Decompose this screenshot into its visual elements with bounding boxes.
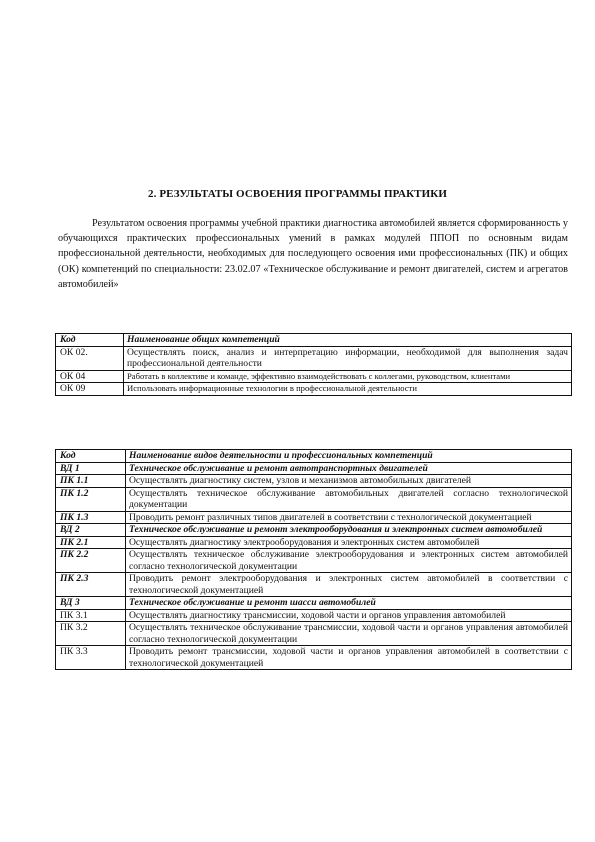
intro-paragraph: [58, 216, 568, 292]
table-row: [56, 370, 572, 383]
row-code: ПК 1.1: [56, 475, 126, 488]
row-text: Проводить ремонт электрооборудования и электронных систем автомобилей в соответствии с технологической документацией: [126, 573, 572, 597]
row-text: Осуществлять техническое обслуживание трансмиссии, ходовой части и органов управления автомобилей согласно технологической документации: [126, 622, 572, 646]
row-text: Техническое обслуживание и ремонт автотранспортных двигателей: [126, 462, 572, 475]
intro-paragraph-text: Результатом освоения программы учебной практики диагностика автомобилей является сформированность у обучающихся практических профессиональных умений в рамках модулей ППОП по основным видам профессиональной деятельности, необходимых для последующего освоения ими профессиональных (ПК) и общих (ОК) компетенций по специальности: 23.02.07 «Техническое обслуживание и ремонт двигателей, систем и агрегатов автомобилей»: [58, 218, 568, 290]
row-text: Осуществлять техническое обслуживание электрооборудования и электронных систем автомобилей согласно технологической документации: [126, 549, 572, 573]
row-text: Использовать информационные технологии в профессиональной деятельности: [124, 383, 572, 396]
row-code: ПК 2.2: [56, 549, 126, 573]
table-header-row: [56, 450, 572, 463]
row-text: Работать в коллективе и команде, эффективно взаимодействовать с коллегами, руководством, клиентами: [124, 370, 572, 383]
header-name: Наименование видов деятельности и профессиональных компетенций: [126, 450, 572, 463]
row-text: Проводить ремонт трансмиссии, ходовой части и органов управления автомобилей в соответствии с технологической документацией: [126, 646, 572, 670]
header-name: Наименование общих компетенций: [124, 334, 572, 347]
professional-competencies-table: [55, 449, 572, 670]
general-competencies-table: [55, 333, 572, 396]
table-row: [56, 346, 572, 370]
table-row: [56, 573, 572, 597]
row-text: Техническое обслуживание и ремонт шасси автомобилей: [126, 597, 572, 610]
row-code: ПК 1.2: [56, 487, 126, 511]
row-code: ПК 3.3: [56, 646, 126, 670]
row-code: ПК 2.3: [56, 573, 126, 597]
row-code: ОК 04: [56, 370, 124, 383]
row-code: ПК 1.3: [56, 511, 126, 524]
table-row: [56, 487, 572, 511]
row-code: ОК 09: [56, 383, 124, 396]
row-text: Осуществлять техническое обслуживание автомобильных двигателей согласно технологической документации: [126, 487, 572, 511]
row-code: ПК 3.2: [56, 622, 126, 646]
activity-row: [56, 462, 572, 475]
header-code: Код: [56, 450, 126, 463]
activity-row: [56, 524, 572, 537]
row-code: ПК 3.1: [56, 609, 126, 622]
row-text: Осуществлять поиск, анализ и интерпретацию информации, необходимой для выполнения задач профессиональной деятельности: [124, 346, 572, 370]
table-row: [56, 622, 572, 646]
row-text: Техническое обслуживание и ремонт электрооборудования и электронных систем автомобилей: [126, 524, 572, 537]
table-header-row: [56, 334, 572, 347]
row-code: ВД 2: [56, 524, 126, 537]
row-text: Проводить ремонт различных типов двигателей в соответствии с технологической документацией: [126, 511, 572, 524]
table-row: [56, 609, 572, 622]
table-row: [56, 383, 572, 396]
section-heading: 2. РЕЗУЛЬТАТЫ ОСВОЕНИЯ ПРОГРАММЫ ПРАКТИКИ: [148, 188, 447, 200]
row-text: Осуществлять диагностику систем, узлов и механизмов автомобильных двигателей: [126, 475, 572, 488]
row-text: Осуществлять диагностику электрооборудования и электронных систем автомобилей: [126, 536, 572, 549]
table-row: [56, 475, 572, 488]
row-text: Осуществлять диагностику трансмиссии, ходовой части и органов управления автомобилей: [126, 609, 572, 622]
row-code: ВД 3: [56, 597, 126, 610]
header-code: Код: [56, 334, 124, 347]
row-code: ОК 02.: [56, 346, 124, 370]
row-code: ВД 1: [56, 462, 126, 475]
table-row: [56, 536, 572, 549]
activity-row: [56, 597, 572, 610]
row-code: ПК 2.1: [56, 536, 126, 549]
table-row: [56, 511, 572, 524]
table-row: [56, 549, 572, 573]
table-row: [56, 646, 572, 670]
